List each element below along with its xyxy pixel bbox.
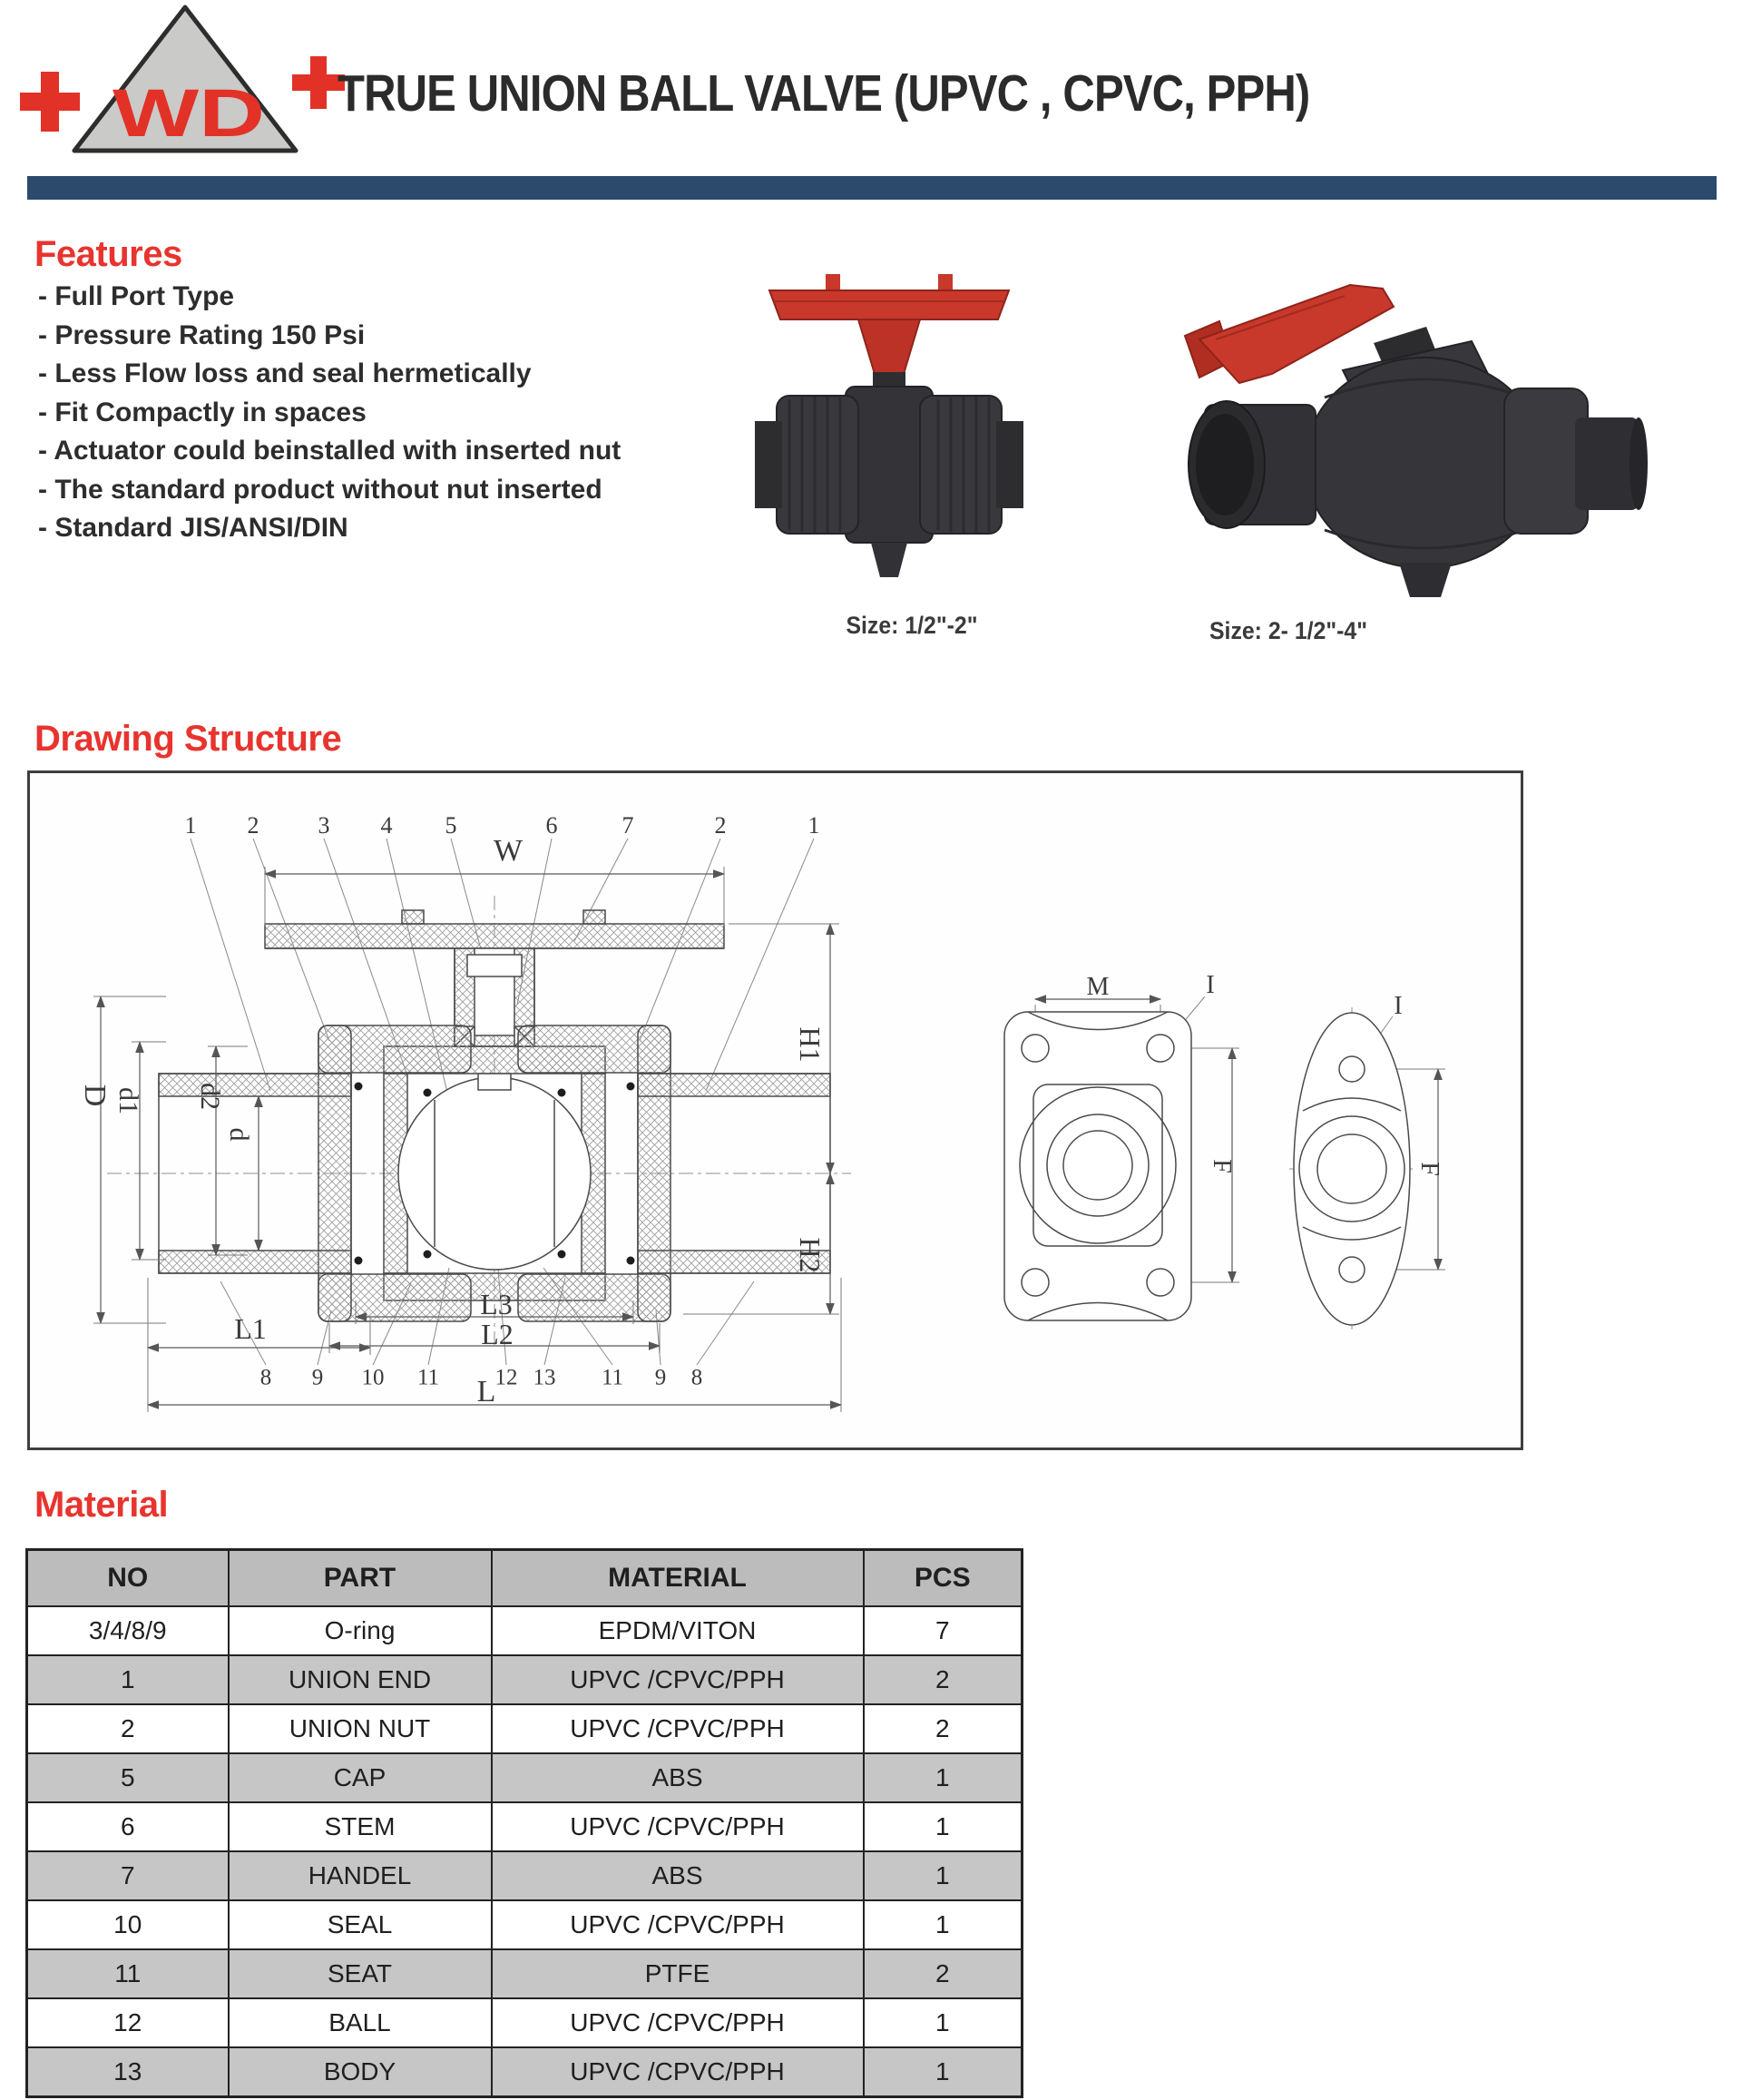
material-table-cell: BODY — [229, 2047, 492, 2097]
material-table-row — [27, 1998, 1023, 2047]
material-table-cell: UPVC /CPVC/PPH — [492, 1900, 864, 1949]
feature-item: - Full Port Type — [38, 281, 235, 311]
col-header-part: PART — [229, 1550, 492, 1607]
drawing-label: 5 — [445, 812, 457, 839]
feature-item: - Fit Compactly in spaces — [38, 397, 367, 427]
material-table-cell: 1 — [864, 1851, 1023, 1900]
drawing-label: 6 — [545, 812, 558, 839]
material-table-cell: 11 — [27, 1949, 229, 1998]
material-table-cell: 5 — [27, 1753, 229, 1802]
drawing-label: I — [1206, 971, 1215, 999]
drawing-label: 1 — [184, 812, 197, 839]
size-caption-small: Size: 1/2"-2" — [846, 612, 978, 639]
drawing-label: F — [1415, 1162, 1444, 1176]
drawing-label: L1 — [234, 1312, 267, 1345]
feature-item: - Standard JIS/ANSI/DIN — [38, 513, 348, 543]
material-table-cell: STEM — [229, 1802, 492, 1851]
drawing-label: L — [476, 1375, 496, 1408]
feature-item: - Less Flow loss and seal hermetically — [38, 358, 532, 388]
material-table-cell: HANDEL — [229, 1851, 492, 1900]
material-table-cell: ABS — [492, 1851, 864, 1900]
valve-cross-section-drawing — [30, 773, 1521, 1447]
drawing-label: 11 — [416, 1365, 440, 1390]
technical-drawing — [27, 770, 1523, 1450]
material-table — [25, 1548, 1023, 2098]
material-table-cell: 2 — [27, 1704, 229, 1753]
material-table-cell: 2 — [864, 1949, 1023, 1998]
material-table-cell: 1 — [864, 1900, 1023, 1949]
material-table-row — [27, 1949, 1023, 1998]
col-header-material: MATERIAL — [492, 1550, 864, 1607]
material-table-cell: 13 — [27, 2047, 229, 2097]
material-table-cell: 1 — [864, 1802, 1023, 1851]
col-header-no: NO — [27, 1550, 229, 1607]
drawing-label: 1 — [807, 812, 820, 839]
drawing-label: 4 — [380, 812, 393, 839]
drawing-label: 12 — [494, 1365, 518, 1390]
material-table-cell: 1 — [864, 2047, 1023, 2097]
material-table-row — [27, 1704, 1023, 1753]
drawing-label: 13 — [533, 1365, 556, 1390]
drawing-label: H1 — [794, 1026, 827, 1063]
product-photo-small-valve — [753, 234, 1025, 597]
drawing-label: L3 — [480, 1288, 513, 1320]
material-table-cell: PTFE — [492, 1949, 864, 1998]
material-table-cell: 1 — [864, 1753, 1023, 1802]
material-table-cell: 10 — [27, 1900, 229, 1949]
feature-item: - Pressure Rating 150 Psi — [38, 319, 366, 350]
material-table-cell: 6 — [27, 1802, 229, 1851]
features-list — [38, 278, 621, 548]
col-header-pcs: PCS — [864, 1550, 1023, 1607]
material-table-row — [27, 1900, 1023, 1949]
material-table-cell: UNION END — [229, 1655, 492, 1704]
material-table-cell: SEAT — [229, 1949, 492, 1998]
drawing-label: d1 — [113, 1087, 143, 1114]
material-table-cell: UPVC /CPVC/PPH — [492, 2047, 864, 2097]
drawing-label: 2 — [247, 812, 259, 839]
material-table-cell: SEAL — [229, 1900, 492, 1949]
material-table-row — [27, 1802, 1023, 1851]
drawing-label: 10 — [361, 1365, 385, 1390]
material-table-cell: 2 — [864, 1655, 1023, 1704]
material-table-cell: 3/4/8/9 — [27, 1606, 229, 1655]
drawing-label: 7 — [621, 812, 634, 839]
material-table-cell: UPVC /CPVC/PPH — [492, 1704, 864, 1753]
material-table-row — [27, 1851, 1023, 1900]
material-table-cell: UPVC /CPVC/PPH — [492, 1655, 864, 1704]
material-table-row — [27, 2047, 1023, 2097]
material-table-row — [27, 1606, 1023, 1655]
drawing-label: M — [1086, 973, 1110, 1001]
drawing-label: H2 — [794, 1237, 827, 1273]
material-table-row — [27, 1655, 1023, 1704]
drawing-label: 2 — [714, 812, 727, 839]
material-table-row — [27, 1753, 1023, 1802]
drawing-label: 8 — [690, 1365, 703, 1390]
material-table-cell: 1 — [27, 1655, 229, 1704]
material-heading: Material — [34, 1485, 169, 1525]
material-table-cell: ABS — [492, 1753, 864, 1802]
features-heading: Features — [34, 234, 182, 274]
material-table-cell: EPDM/VITON — [492, 1606, 864, 1655]
company-logo — [16, 2, 352, 158]
logo-triangle-icon — [16, 2, 352, 158]
material-table-cell: 1 — [864, 1998, 1023, 2047]
material-table-cell: 7 — [27, 1851, 229, 1900]
size-caption-large: Size: 2- 1/2"-4" — [1209, 617, 1368, 644]
drawing-label: W — [493, 834, 524, 868]
material-table-cell: UNION NUT — [229, 1704, 492, 1753]
feature-item: - Actuator could beinstalled with inserted nut — [38, 436, 621, 466]
material-table-cell: CAP — [229, 1753, 492, 1802]
drawing-label: d2 — [195, 1083, 225, 1110]
page-title: TRUE UNION BALL VALVE (UPVC , CPVC, PPH) — [338, 64, 1310, 123]
drawing-label: 9 — [311, 1365, 324, 1390]
material-table-cell: O-ring — [229, 1606, 492, 1655]
drawing-label: 9 — [654, 1365, 667, 1390]
drawing-heading: Drawing Structure — [34, 719, 342, 759]
drawing-label: F — [1208, 1159, 1236, 1173]
material-table-cell: 7 — [864, 1606, 1023, 1655]
material-table-cell: 12 — [27, 1998, 229, 2047]
header-divider-bar — [27, 176, 1717, 200]
material-table-cell: UPVC /CPVC/PPH — [492, 1802, 864, 1851]
feature-item: - The standard product without nut inserted — [38, 474, 602, 505]
material-table-cell: 2 — [864, 1704, 1023, 1753]
drawing-label: 11 — [601, 1365, 624, 1390]
drawing-label: D — [78, 1084, 112, 1107]
drawing-label: L2 — [481, 1318, 514, 1350]
material-table-cell: BALL — [229, 1998, 492, 2047]
drawing-label: I — [1394, 992, 1403, 1020]
drawing-label: 8 — [259, 1365, 272, 1390]
valve-handle — [769, 290, 1009, 319]
logo-text: WD — [113, 75, 265, 151]
material-table-header-row — [27, 1550, 1023, 1607]
drawing-label: 3 — [318, 812, 330, 839]
drawing-label: d — [224, 1127, 254, 1142]
product-photo-large-valve — [1152, 252, 1660, 606]
material-table-cell: UPVC /CPVC/PPH — [492, 1998, 864, 2047]
